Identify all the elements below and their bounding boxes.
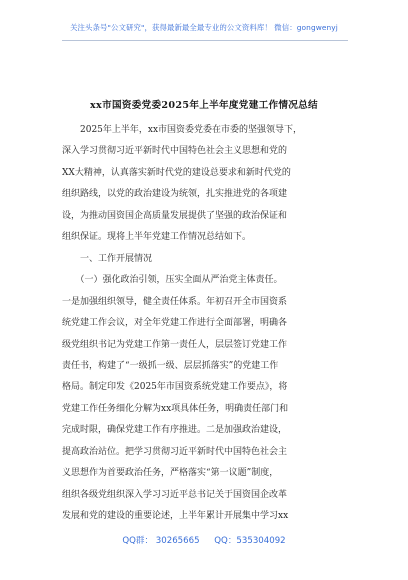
footer-contact (0, 534, 408, 546)
body-line: 统党建工作会议，对全年党建工作进行全面部署，明确各 (62, 318, 288, 329)
body-line: 党建工作任务细化分解为xx项具体任务，明确责任部门和 (62, 403, 289, 414)
body-line: （一）强化政治引领，压实全面从严治党主体责任。 (62, 275, 283, 286)
body-line: 格局。制定印发《2025年市国资系统党建工作要点》，将 (62, 382, 288, 393)
body-line: 级党组织书记为党建工作第一责任人，层层签订党建工作 (62, 339, 288, 350)
document-title: xx市国资委党委2025年上半年度党建工作情况总结 (90, 100, 318, 111)
section-heading: 一、工作开展情况 (62, 253, 153, 264)
body-line: 责任书，构建了“一级抓一级、层层抓落实”的党建工作 (62, 360, 279, 371)
qq-group-text: QQ群： 30265665 (122, 536, 200, 546)
body-line: 提高政治站位。把学习贯彻习近平新时代中国特色社会主 (62, 446, 288, 457)
body-line: 发展和党的建设的重要论述，上半年累计开展集中学习xx (62, 511, 289, 522)
qq-contact-text: QQ：535304092 (214, 536, 286, 546)
body-line: 义思想作为首要政治任务，严格落实“第一议题”制度， (62, 468, 279, 479)
header-promo-text: 关注头条号"公文研究"，获得最新最全最专业的公文资料库！ 微信：gongwenyj (70, 23, 338, 32)
body-line: 设，为推动国资国企高质量发展提供了坚强的政治保证和 (62, 210, 288, 221)
body-line: 深入学习贯彻习近平新时代中国特色社会主义思想和党的 (62, 146, 288, 157)
body-line: 完成时限，确保党建工作有序推进。二是加强政治建设， (62, 425, 288, 436)
header-divider (62, 40, 348, 41)
body-line: 组织保证。现将上半年党建工作情况总结如下。 (62, 232, 252, 243)
body-line: XX大精神，认真落实新时代党的建设总要求和新时代党的 (62, 167, 291, 178)
body-line: 一是加强组织领导，健全责任体系。年初召开全市国资系 (62, 296, 288, 307)
body-line: 2025年上半年，xx市国资委党委在市委的坚强领导下， (62, 125, 303, 135)
body-line: 组织各级党组织深入学习习近平总书记关于国资国企改革 (62, 489, 288, 500)
body-line: 组织路线，以党的政治建设为统领，扎实推进党的各项建 (62, 189, 288, 200)
document-body (62, 120, 350, 528)
